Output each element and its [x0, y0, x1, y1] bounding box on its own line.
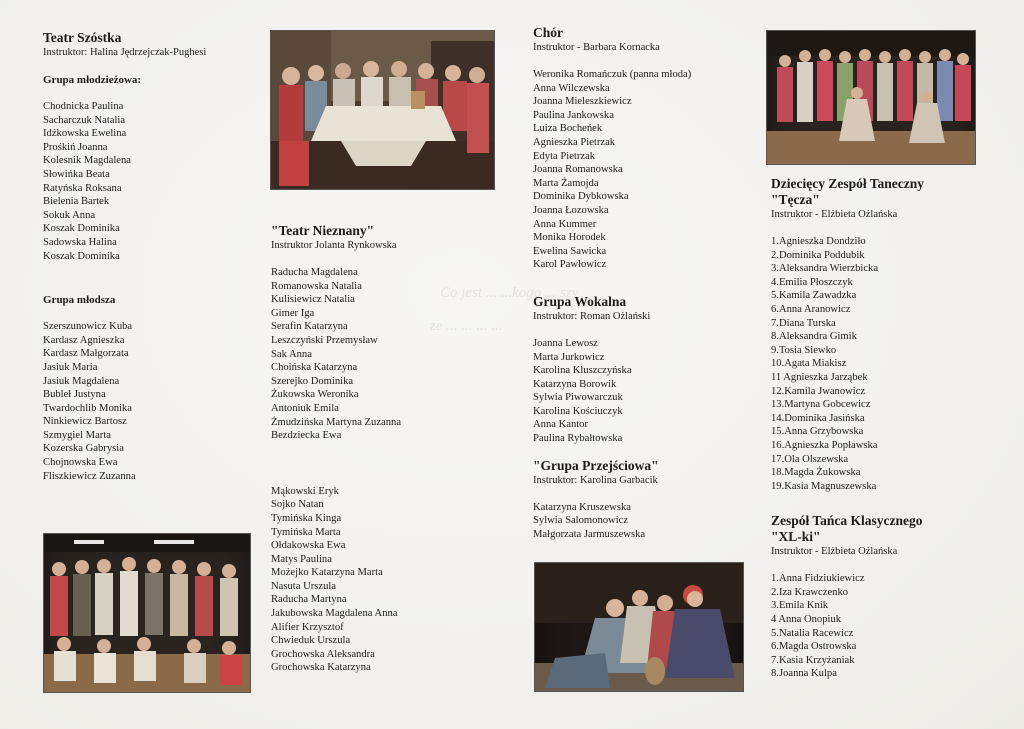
list-item: 19.Kasia Magnuszewska [771, 480, 877, 492]
instructor: Instruktor - Elżbieta Ożlańska [771, 209, 898, 220]
member-list [771, 572, 1001, 681]
list-item: Serafin Katarzyna [271, 321, 348, 333]
list-item: 16.Agnieszka Popławska [771, 439, 878, 451]
list-item: Żukowska Weronika [271, 389, 359, 401]
list-item: Katarzyna Kruszewska [533, 501, 631, 513]
list-item: Sacharczuk Natalia [43, 114, 126, 126]
instructor: Instruktor Jolanta Rynkowska [271, 240, 397, 251]
group-heading: Grupa młodsza [43, 294, 116, 307]
list-item: Ratyńska Roksana [43, 182, 122, 194]
list-item: Katarzyna Borowik [533, 378, 617, 390]
section-title: Zespół Tańca Klasycznego [771, 513, 923, 529]
list-item: Dominika Dybkowska [533, 191, 629, 203]
section-title: "Grupa Przejściowa" [533, 457, 659, 473]
list-item: 10.Agata Miakisz [771, 358, 847, 370]
list-item: Sadowska Halina [43, 236, 117, 248]
member-list [771, 235, 1001, 493]
instructor: Instruktor: Karolina Garbacik [533, 474, 658, 486]
list-item: Sylwia Salomonowicz [533, 515, 629, 527]
instructor: Instruktor: Roman Ożlański [533, 310, 651, 322]
list-item: Kozerska Gabrysia [43, 443, 124, 455]
list-item: Romanowska Natalia [271, 280, 362, 292]
list-item: Żmudzińska Martyna Zuzanna [271, 416, 402, 428]
list-item: 7.Kasia Krzyżaniak [771, 654, 855, 666]
list-item: 2.Dominika Poddubik [771, 249, 865, 261]
list-item: Joanna Romanowska [533, 164, 623, 176]
column-dance-groups [771, 176, 1001, 681]
list-item: Jasiuk Maria [43, 361, 98, 373]
list-item: Sylwia Piwowarczuk [533, 392, 623, 404]
list-item: Twardochlib Monika [43, 402, 132, 414]
list-item: Chodnicka Paulina [43, 101, 124, 112]
section-title: "XL-ki" [771, 529, 821, 545]
list-item: Karolina Kościuczyk [533, 405, 623, 417]
list-item: Weronika Romańczuk (panna młoda) [533, 69, 692, 80]
member-list [271, 266, 511, 443]
member-list [533, 501, 763, 542]
list-item: Anna Kummer [533, 218, 597, 230]
list-item: Jasiuk Magdalena [43, 375, 120, 387]
list-item: 4 Anna Onopiuk [771, 614, 842, 626]
list-item: 9.Tosia Siewko [771, 344, 837, 356]
list-item: Joanna Lewosz [533, 337, 599, 349]
list-item: Choińska Katarzyna [271, 362, 358, 374]
list-item: Luiza Bocheńek [533, 123, 603, 135]
list-item: Marta Żamojda [533, 177, 599, 189]
list-item: Monika Horodek [533, 232, 606, 244]
list-item: Bubleł Justyna [43, 389, 106, 401]
list-item: 6.Magda Ostrowska [771, 641, 857, 653]
show-through-text: Co jest ... ...kogo ... szy [440, 285, 579, 301]
list-item: Ninkiewicz Bartosz [43, 416, 127, 428]
list-item: 7.Diana Turska [771, 317, 836, 329]
member-list [271, 485, 511, 675]
section-title: Teatr Szóstka [43, 30, 122, 45]
list-item: Słowińka Beata [43, 168, 110, 180]
list-item: 11 Agnieszka Jarząbek [771, 371, 868, 383]
list-item: Kulisiewicz Natalia [271, 294, 355, 306]
list-item: Kardasz Agnieszka [43, 334, 125, 346]
list-item: Antoniuk Emila [271, 402, 339, 414]
list-item: Marta Jurkowicz [533, 351, 605, 363]
photo-theatre-table-scene [270, 30, 495, 190]
list-item: Tymińska Kinga [271, 512, 342, 524]
column-teatr-szostka [43, 30, 253, 483]
instructor: Instruktor: Halina Jędrzejczak-Pughesi [43, 47, 207, 58]
section-title: Chór [533, 25, 563, 40]
list-item: 8.Aleksandra Gimik [771, 331, 857, 343]
list-item: Grochowska Aleksandra [271, 648, 375, 660]
list-item: Nasuta Urszula [271, 580, 337, 592]
list-item: 15.Anna Grzybowska [771, 426, 864, 438]
column-teatr-nieznany [271, 223, 511, 675]
list-item: Paulina Jankowska [533, 109, 614, 121]
list-item: 3.Emila Knik [771, 600, 829, 612]
member-list [43, 100, 253, 263]
list-item: Agnieszka Pietrzak [533, 136, 616, 148]
list-item: Grochowska Katarzyna [271, 662, 371, 674]
list-item: Ewelina Sawicka [533, 245, 607, 257]
list-item: Sojko Natan [271, 499, 324, 511]
list-item: 1.Agnieszka Dondziło [771, 236, 866, 247]
list-item: Raducha Martyna [271, 594, 347, 606]
list-item: 12.Kamila Jwanowicz [771, 385, 866, 397]
list-item: Koszak Dominika [43, 250, 120, 262]
list-item: 2.Iza Krawczenko [771, 586, 849, 598]
member-list [533, 337, 763, 446]
list-item: Mąkowski Eryk [271, 485, 339, 497]
list-item: 14.Dominika Jasińska [771, 412, 865, 424]
list-item: Jakubowska Magdalena Anna [271, 608, 398, 620]
list-item: Kardasz Małgorzata [43, 348, 129, 360]
list-item: 1.Anna Fidziukiewicz [771, 573, 865, 585]
list-item: Gimer Iga [271, 307, 315, 319]
photo-stage-group [43, 533, 251, 693]
section-title: "Teatr Nieznany" [271, 223, 375, 238]
list-item: Prośkiń Joanna [43, 141, 108, 153]
list-item: Szerejko Dominika [271, 375, 354, 387]
list-item: 6.Anna Aranowicz [771, 303, 851, 315]
list-item: Szmygiel Marta [43, 429, 111, 441]
show-through-text: ze ... ... ... ... [430, 318, 503, 334]
list-item: Idźkowska Ewelina [43, 128, 127, 140]
column-choir [533, 25, 763, 541]
list-item: 5.Kamila Zawadzka [771, 290, 857, 302]
list-item: 13.Martyna Gobcewicz [771, 399, 871, 411]
list-item: Matys Paulina [271, 553, 332, 565]
list-item: Tymińska Marta [271, 526, 341, 538]
list-item: Paulina Rybałtowska [533, 433, 623, 445]
list-item: Anna Wilczewska [533, 82, 610, 94]
list-item: Karolina Kluszczyńska [533, 365, 632, 377]
list-item: Małgorzata Jarmuszewska [533, 528, 646, 540]
list-item: 5.Natalia Racewicz [771, 627, 854, 639]
group-heading: Grupa młodzieżowa: [43, 74, 142, 86]
list-item: 4.Emilia Płoszczyk [771, 276, 853, 288]
member-list [43, 320, 253, 483]
list-item: Koszak Dominika [43, 223, 120, 235]
photo-seated-girls [534, 562, 744, 692]
photo-dance-group-stage [766, 30, 976, 165]
section-title: Dziecięcy Zespół Taneczny [771, 176, 924, 191]
list-item: Raducha Magdalena [271, 267, 358, 278]
section-title: "Tęcza" [771, 192, 820, 207]
list-item: Karol Pawłowicz [533, 259, 607, 271]
list-item: Sak Anna [271, 348, 312, 360]
list-item: 17.Ola Olszewska [771, 453, 849, 465]
list-item: Bezdziecka Ewa [271, 430, 342, 442]
list-item: Chwieduk Urszula [271, 635, 351, 647]
list-item: 3.Aleksandra Wierzbicka [771, 263, 879, 275]
list-item: Ołdakowska Ewa [271, 540, 346, 552]
list-item: Joanna Łozowska [533, 204, 609, 216]
list-item: Kolesnik Magdalena [43, 155, 131, 167]
list-item: Bielenia Bartek [43, 196, 110, 208]
list-item: Alifier Krzysztof [271, 621, 344, 633]
list-item: Anna Kantor [533, 419, 589, 431]
section-title: Grupa Wokalna [533, 293, 627, 309]
instructor: Instruktor - Elżbieta Ożlańska [771, 546, 898, 558]
list-item: 8.Joanna Kulpa [771, 668, 837, 680]
list-item: Możejko Katarzyna Marta [271, 567, 383, 579]
list-item: Fliszkiewicz Zuzanna [43, 470, 136, 482]
list-item: Edyta Pietrzak [533, 150, 596, 162]
list-item: Chojnowska Ewa [43, 457, 118, 469]
list-item: Szerszunowicz Kuba [43, 321, 133, 333]
list-item: Joanna Mieleszkiewicz [533, 96, 632, 108]
member-list [533, 68, 763, 272]
list-item: 18.Magda Żukowska [771, 467, 861, 479]
list-item: Sokuk Anna [43, 209, 96, 221]
instructor: Instruktor - Barbara Kornacka [533, 42, 660, 53]
list-item: Leszczyński Przemysław [271, 334, 378, 346]
